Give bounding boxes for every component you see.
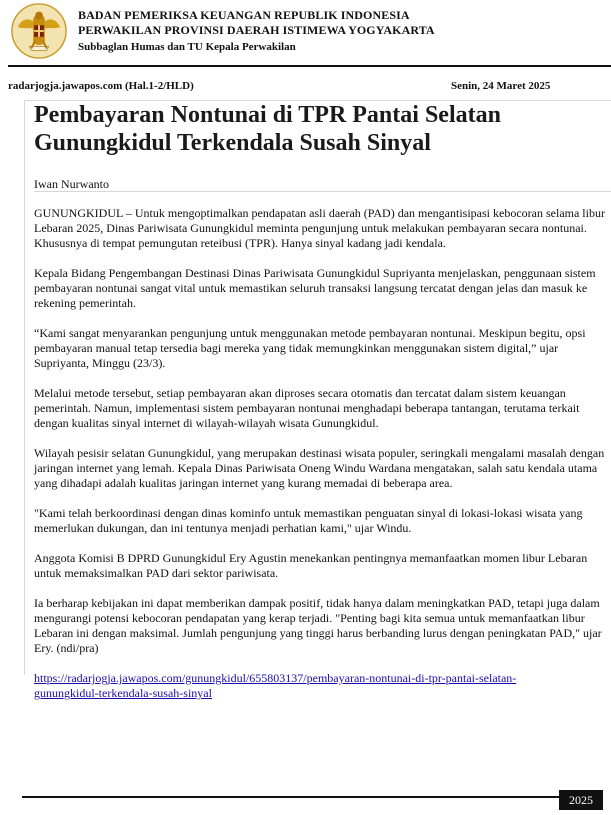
footer-divider bbox=[22, 796, 562, 798]
article-paragraph: Kepala Bidang Pengembangan Destinasi Dinas Pariwisata Gunungkidul Supriyanta menjelaskan, penggunaan sistem pembayaran nontunai sangat vital untuk memastikan seluruh transaksi langsung tercatat dengan jelas dan masuk ke rekening pemerintah. bbox=[34, 266, 596, 310]
year-badge: 2025 bbox=[559, 790, 603, 810]
frame-divider bbox=[34, 191, 611, 192]
institution-header bbox=[78, 8, 435, 55]
article-paragraph: Ia berharap kebijakan ini dapat memberikan dampak positif, tidak hanya dalam meningkatkan PAD, tetapi juga dalam mengurangi potensi kebocoran pendapatan yang kerap terjadi. "Penting bagi kita semua untuk memanfaatkan libur Lebaran ini dengan maksimal. Jumlah pengunjung yang tinggi harus berbanding lurus dengan peningkatan PAD," ujar Ery. (ndi/pra) bbox=[34, 596, 602, 655]
article-paragraph: Anggota Komisi B DPRD Gunungkidul Ery Agustin menekankan pentingnya memanfaatkan momen libur Lebaran untuk memaksimalkan PAD dari sektor pariwisata. bbox=[34, 551, 588, 580]
institution-unit: Subbaglan Humas dan TU Kepala Perwakilan bbox=[78, 41, 296, 53]
publication-date: Senin, 24 Maret 2025 bbox=[451, 80, 551, 92]
article-author: Iwan Nurwanto bbox=[34, 177, 109, 191]
garuda-emblem-icon bbox=[10, 2, 68, 60]
header-divider bbox=[8, 65, 611, 67]
source-link[interactable] bbox=[34, 671, 610, 701]
article-paragraph: "Kami telah berkoordinasi dengan dinas kominfo untuk memastikan penguatan sinyal di lokasi-lokasi wisata yang memerlukan dukungan, dan ini tentunya menjadi perhatian kami," ujar Windu. bbox=[34, 506, 583, 535]
source-label: radarjogja.jawapos.com (Hal.1-2/HLD) bbox=[8, 80, 194, 92]
institution-office: PERWAKILAN PROVINSI DAERAH ISTIMEWA YOGYAKARTA bbox=[78, 23, 435, 37]
frame-divider bbox=[24, 100, 25, 675]
article-paragraph: “Kami sangat menyarankan pengunjung untuk menggunakan metode pembayaran nontunai. Meskipun begitu, opsi pembayaran manual tetap tersedia bagi mereka yang tidak memungkinkan menggunakan sistem digital,” ujar Supriyanta, Minggu (23/3). bbox=[34, 326, 586, 370]
article-title: Pembayaran Nontunai di TPR Pantai Selatan Gunungkidul Terkendala Susah Sinyal bbox=[34, 102, 501, 156]
article-paragraph: Wilayah pesisir selatan Gunungkidul, yang merupakan destinasi wisata populer, seringkali mengalami masalah dengan jaringan internet yang lemah. Kepala Dinas Pariwisata Oneng Windu Wardana mengatakan, salah satu kendala utama yang dihadapi adalah kualitas jaringan internet yang kurang memadai di beberapa area. bbox=[34, 446, 605, 490]
article-paragraph: Melalui metode tersebut, setiap pembayaran akan diproses secara otomatis dan tercatat dalam sistem keuangan pemerintah. Namun, implementasi sistem pembayaran nontunai menghadapi beberapa tantangan, terutama terkait dengan kualitas sinyal internet di wilayah-wilayah wisata Gunungkidul. bbox=[34, 386, 580, 430]
article-body bbox=[34, 206, 610, 701]
institution-name: BADAN PEMERIKSA KEUANGAN REPUBLIK INDONESIA bbox=[78, 8, 410, 22]
source-link-line: gunungkidul-terkendala-susah-sinyal bbox=[34, 686, 212, 700]
source-link-line: https://radarjogja.jawapos.com/gunungkidul/655803137/pembayaran-nontunai-di-tpr-pantai-selatan- bbox=[34, 671, 517, 685]
article-paragraph: GUNUNGKIDUL – Untuk mengoptimalkan pendapatan asli daerah (PAD) dan mengantisipasi kebocoran selama libur Lebaran 2025, Dinas Pariwisata Gunungkidul meminta pengunjung untuk melakukan pembayaran secara nontunai. Khususnya di tempat pemungutan reteibusi (TPR). Hanya sinyal kadang jadi kendala. bbox=[34, 206, 605, 250]
